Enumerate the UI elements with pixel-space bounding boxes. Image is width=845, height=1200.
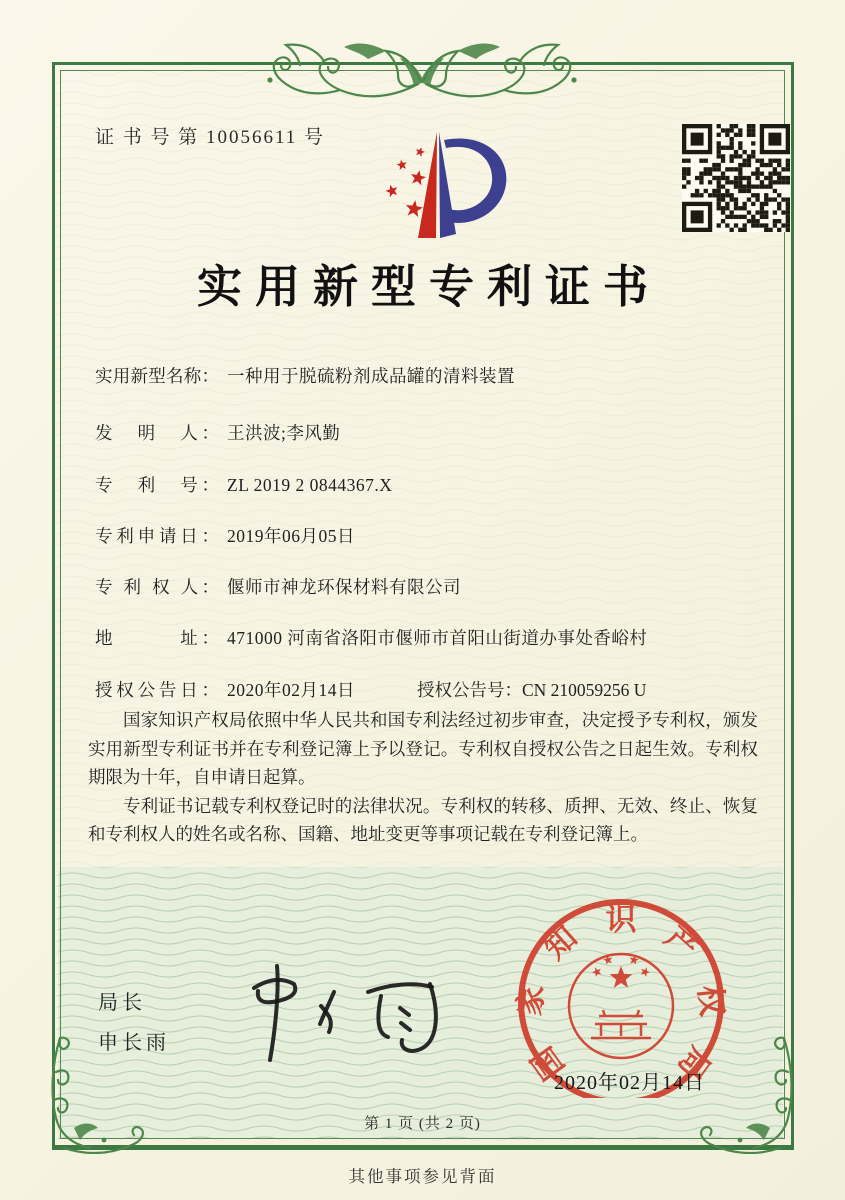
svg-text:识: 识: [605, 902, 637, 937]
page-number: 第 1 页 (共 2 页): [364, 1116, 481, 1132]
field-row-address: [95, 626, 755, 650]
svg-text:产: 产: [658, 919, 705, 967]
grant-date-label: 授权公告日：: [95, 680, 219, 700]
field-row-filing-date: [95, 524, 755, 548]
grant-date: 2020年02月14日: [227, 680, 355, 700]
cnipa-logo: [352, 130, 524, 240]
seal-national-emblem: [569, 954, 673, 1058]
back-side-note: 其他事项参见背面: [348, 1167, 497, 1186]
grant-number-label: 授权公告号：: [417, 680, 522, 700]
seal-date: 2020年02月14日: [554, 1072, 705, 1094]
svg-text:国: 国: [524, 1040, 572, 1087]
field-row-grant: [95, 678, 755, 702]
field-value: 偃师市神龙环保材料有限公司: [227, 577, 461, 597]
field-label: 专利申请日：: [95, 526, 219, 546]
certificate-number: 证 书 号 第 10056611 号: [95, 127, 326, 148]
commissioner-name: 申长雨: [98, 1032, 170, 1054]
field-label: 发 明 人：: [95, 423, 219, 443]
svg-text:知: 知: [537, 919, 584, 967]
field-value: 王洪波;李风勤: [227, 423, 341, 443]
qr-code: [682, 124, 790, 232]
field-row-patentee: [95, 575, 755, 599]
certificate-title: 实用新型专利证书: [196, 262, 661, 312]
top-flourish-ornament: [212, 38, 632, 110]
field-label: 实用新型名称：: [95, 366, 219, 386]
field-label: 专 利 号：: [95, 475, 219, 495]
legal-text: [88, 706, 758, 849]
legal-paragraph-1: 国家知识产权局依照中华人民共和国专利法经过初步审查，决定授予专利权，颁发实用新型专利证书并在专利登记簿上予以登记。专利权自授权公告之日起生效。专利权期限为十年，自申请日起算。: [88, 710, 758, 787]
svg-text:局: 局: [670, 1040, 718, 1087]
field-label: 专 利 权 人：: [95, 577, 219, 597]
field-value: 2019年06月05日: [227, 526, 355, 546]
svg-text:权: 权: [691, 983, 731, 1018]
field-value: 一种用于脱硫粉剂成品罐的清料装置: [227, 366, 515, 386]
field-row-invention-name: [95, 364, 755, 388]
commissioner-title: 局长: [98, 992, 146, 1014]
shen-changyu-signature: [218, 958, 468, 1068]
field-row-patent-number: [95, 473, 755, 497]
field-label: 地 址：: [95, 628, 219, 648]
field-value: 471000 河南省洛阳市偃师市首阳山街道办事处香峪村: [227, 628, 648, 648]
logo-wedge-red: [418, 132, 437, 238]
grant-number: CN 210059256 U: [522, 680, 647, 700]
svg-text:家: 家: [511, 983, 551, 1018]
field-value: ZL 2019 2 0844367.X: [227, 475, 393, 495]
legal-paragraph-2: 专利证书记载专利权登记时的法律状况。专利权的转移、质押、无效、终止、恢复和专利权人的姓名或名称、国籍、地址变更等事项记载在专利登记簿上。: [88, 795, 758, 844]
logo-wedge-blue: [439, 132, 456, 238]
field-row-inventor: [95, 421, 755, 445]
